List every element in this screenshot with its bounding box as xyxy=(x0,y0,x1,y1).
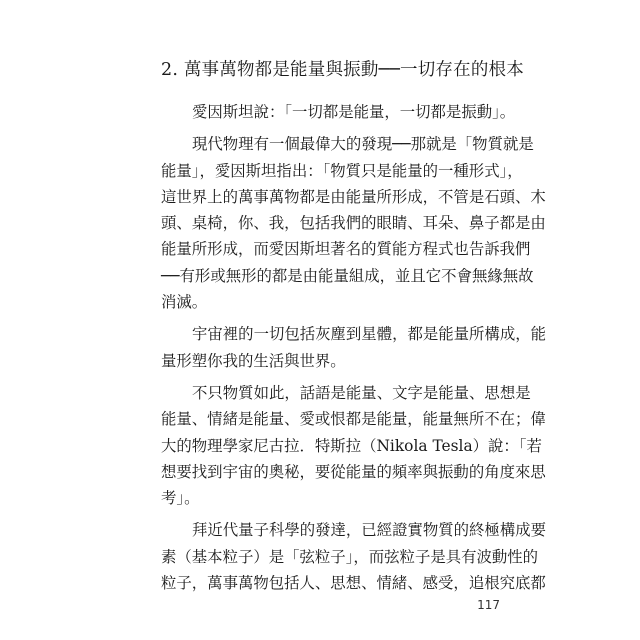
paragraph xyxy=(161,99,516,125)
text-line: 考」。 xyxy=(161,489,200,508)
text-line: 素（基本粒子）是「弦粒子」，而弦粒子是具有波動性的 xyxy=(161,547,539,566)
body-text xyxy=(161,99,546,602)
section-heading: 2. 萬事萬物都是能量與振動──一切存在的根本 xyxy=(161,60,524,80)
text-line: 現代物理有一個最偉大的發現──那就是「物質就是 xyxy=(192,135,534,154)
text-line: 大的物理學家尼古拉．特斯拉（Nikola Tesla）說：「若 xyxy=(161,436,542,455)
text-line: 宇宙裡的一切包括灰塵到星體，都是能量所構成，能 xyxy=(192,325,546,344)
paragraph xyxy=(161,517,546,596)
text-line: 想要找到宇宙的奧秘，要從能量的頻率與振動的角度來思 xyxy=(161,462,546,481)
text-line: 拜近代量子科學的發達，已經證實物質的終極構成要 xyxy=(192,521,546,540)
paragraph xyxy=(161,380,546,511)
text-line: ──有形或無形的都是由能量組成，並且它不會無緣無故 xyxy=(161,266,534,285)
text-line: 頭、桌椅，你、我，包括我們的眼睛、耳朵、鼻子都是由 xyxy=(161,214,546,233)
text-line: 愛因斯坦說：「一切都是能量，一切都是振動」。 xyxy=(192,103,516,121)
text-line: 粒子，萬事萬物包括人、思想、情緒、感受，追根究底都 xyxy=(161,574,546,593)
page-number: 117 xyxy=(477,598,500,612)
text-line: 能量所形成，而愛因斯坦著名的質能方程式也告訴我們 xyxy=(161,240,531,259)
paragraph xyxy=(161,131,546,315)
text-line: 這世界上的萬事萬物都是由能量所形成，不管是石頭、木 xyxy=(161,187,546,206)
text-line: 量形塑你我的生活與世界。 xyxy=(161,351,346,370)
text-line: 能量、情緒是能量、愛或恨都是能量，能量無所不在；偉 xyxy=(161,410,546,429)
text-line: 能量」，愛因斯坦指出：「物質只是能量的一種形式」， xyxy=(161,161,523,180)
text-line: 不只物質如此，話語是能量、文字是能量、思想是 xyxy=(192,383,531,402)
paragraph xyxy=(161,321,546,374)
text-line: 消滅。 xyxy=(161,293,208,312)
